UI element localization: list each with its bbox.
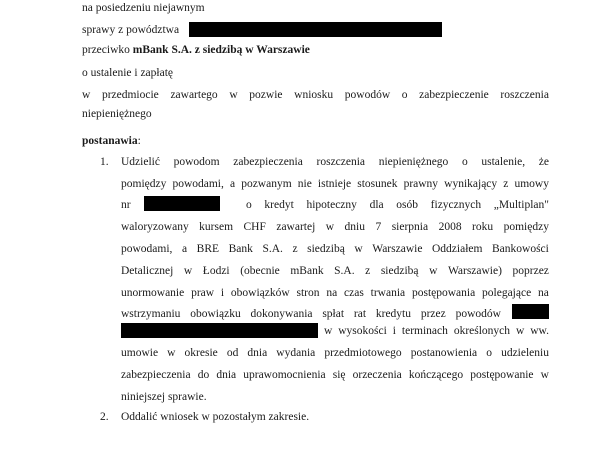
word: umowy xyxy=(514,178,549,190)
word: do xyxy=(197,369,210,381)
word: z xyxy=(503,178,509,190)
word: postępowanie xyxy=(470,369,534,381)
word: o xyxy=(246,199,252,211)
word: CHF xyxy=(243,221,266,233)
word: fizycznych xyxy=(430,199,482,211)
word: że xyxy=(538,156,549,168)
word: i xyxy=(220,287,225,299)
defendant-label: przeciwko xyxy=(82,44,130,56)
subject-text: o ustalenie i zapłatę xyxy=(82,67,174,79)
word: powodów xyxy=(344,89,391,101)
word: stron xyxy=(296,287,320,299)
word: określonych xyxy=(453,325,511,337)
item-1-line-4 xyxy=(121,219,549,235)
word: w xyxy=(325,221,335,233)
word: praw xyxy=(191,287,215,299)
item-1-line-11 xyxy=(121,367,549,383)
item-1-line-10 xyxy=(121,345,549,361)
redacted-plaintiff-name-a xyxy=(512,304,549,319)
word: powodami, xyxy=(121,243,173,255)
word: siedzibą xyxy=(380,265,419,277)
word: wysokości xyxy=(338,325,387,337)
word: kredytu xyxy=(375,308,411,320)
word: nie xyxy=(297,178,312,190)
word: w xyxy=(183,265,193,277)
word: roku xyxy=(472,221,494,233)
word: pomiędzy xyxy=(503,221,549,233)
plaintiff-label: sprawy z powództwa xyxy=(82,24,180,36)
item-1-number: 1. xyxy=(100,156,109,168)
word: kredyt xyxy=(264,199,294,211)
item-1-line-1 xyxy=(121,154,549,170)
word: dnia xyxy=(247,347,268,359)
header-session-text: na posiedzeniu niejawnym xyxy=(82,2,205,14)
word: siedzibą xyxy=(307,243,345,255)
word: zawartej xyxy=(276,221,316,233)
redacted-contract-number xyxy=(144,196,220,211)
item-1-line-7 xyxy=(121,285,549,301)
word: pomiędzy xyxy=(121,178,167,190)
word: zabezpieczenia xyxy=(233,156,303,168)
word: udzieleniu xyxy=(501,347,549,359)
word: stosunek xyxy=(357,178,398,190)
word: polegające xyxy=(482,287,532,299)
word: o xyxy=(461,156,468,168)
header-line-motion xyxy=(82,87,549,103)
word: postanowienia xyxy=(410,347,478,359)
word: Warszawie) xyxy=(447,265,502,277)
item-1-line-12 xyxy=(121,389,207,405)
word: „Multiplan" xyxy=(493,199,549,211)
header-line-subject xyxy=(82,65,173,81)
word: orzeczenia xyxy=(352,369,402,381)
word: powodów xyxy=(455,308,501,320)
word: w xyxy=(540,369,549,381)
word: o xyxy=(486,347,492,359)
word: w xyxy=(167,347,176,359)
word: przedmiotowego xyxy=(324,347,402,359)
word: Udzielić xyxy=(121,156,160,168)
word: z xyxy=(365,265,371,277)
word: mBank xyxy=(290,265,324,277)
word: 7 xyxy=(375,221,382,233)
decision-keyword: postanawia xyxy=(82,135,138,147)
word: Warszawie xyxy=(372,243,423,255)
header-line-defendant xyxy=(82,42,310,58)
word: spłat xyxy=(322,308,345,320)
word: obowiązku xyxy=(190,308,241,320)
word: zabezpieczenia xyxy=(121,369,191,381)
word: kończącego xyxy=(408,369,464,381)
word: i xyxy=(392,325,396,337)
word: okresie xyxy=(184,347,218,359)
contract-nr-label: nr xyxy=(121,199,131,211)
item-1-line-9 xyxy=(324,323,549,339)
word: obowiązków xyxy=(230,287,290,299)
word: wniosku xyxy=(294,89,334,101)
word: roszczenia xyxy=(500,89,549,101)
word: Bankowości xyxy=(492,243,549,255)
word: dokonywania xyxy=(250,308,313,320)
word: S.A. xyxy=(262,243,283,255)
word: przez xyxy=(420,308,446,320)
header-line-motion-cont xyxy=(82,106,152,122)
word: się xyxy=(332,369,346,381)
word: o xyxy=(401,89,408,101)
item-1-line-3-nr xyxy=(121,197,131,213)
header-line-session xyxy=(82,0,205,16)
word: roszczenia xyxy=(316,156,366,168)
word: sierpnia xyxy=(391,221,429,233)
item-1-line-2 xyxy=(121,176,549,192)
word: Detalicznej xyxy=(121,265,174,277)
word: niepieniężnego xyxy=(378,156,449,168)
motion-cont-text: niepieniężnego xyxy=(82,108,152,120)
word: postępowania xyxy=(411,287,476,299)
word: wynikający xyxy=(444,178,498,190)
word: a xyxy=(229,178,236,190)
word: czas xyxy=(344,287,364,299)
word: terminach xyxy=(401,325,448,337)
word: Oddziałem xyxy=(431,243,483,255)
word: pozwie xyxy=(249,89,283,101)
item-1-closing-text: niniejszej sprawie. xyxy=(121,391,207,403)
item-2-number: 2. xyxy=(100,411,109,423)
word: powodom xyxy=(173,156,220,168)
word: BRE xyxy=(196,243,220,255)
word: przedmiocie xyxy=(101,89,159,101)
item-1-line-8 xyxy=(121,306,501,322)
word: umowie xyxy=(121,347,159,359)
word: Bank xyxy=(228,243,253,255)
word: Łodzi xyxy=(202,265,230,277)
word: na xyxy=(538,287,549,299)
word: dnia xyxy=(216,369,237,381)
word: S.A. xyxy=(334,265,355,277)
decision-keyword-line xyxy=(82,133,141,149)
item-1-line-5 xyxy=(121,241,549,257)
word: dniu xyxy=(344,221,365,233)
word: od xyxy=(226,347,239,359)
item-2-text: Oddalić wniosek w pozostałym zakresie. xyxy=(121,411,310,423)
word: 2008 xyxy=(438,221,462,233)
word: uprawomocnienia xyxy=(243,369,326,381)
word: prawny xyxy=(403,178,439,190)
item-1-line-3 xyxy=(246,197,549,213)
word: trwania xyxy=(370,287,406,299)
word: ustalenie, xyxy=(481,156,526,168)
defendant-name: mBank S.A. z siedzibą w Warszawie xyxy=(132,44,310,56)
header-line-plaintiff xyxy=(82,22,179,38)
word: ww. xyxy=(530,325,549,337)
item-1-line-6 xyxy=(121,263,549,279)
word: (obecnie xyxy=(240,265,280,277)
decision-punct: : xyxy=(137,135,141,147)
redacted-plaintiff-name-b xyxy=(121,323,318,338)
word: zabezpieczenie xyxy=(419,89,489,101)
word: istnieje xyxy=(317,178,352,190)
word: wydania xyxy=(276,347,316,359)
word: a xyxy=(182,243,188,255)
item-2-line xyxy=(121,409,309,425)
redacted-plaintiff-names xyxy=(189,22,442,37)
word: w xyxy=(82,89,91,101)
word: dla xyxy=(369,199,384,211)
word: hipoteczny xyxy=(306,199,357,211)
word: w xyxy=(229,89,238,101)
word: poprzez xyxy=(512,265,549,277)
word: zawartego xyxy=(170,89,218,101)
word: powodami, xyxy=(172,178,224,190)
word: kursem xyxy=(199,221,234,233)
word: waloryzowany xyxy=(121,221,189,233)
word: wstrzymaniu xyxy=(121,308,181,320)
word: na xyxy=(326,287,338,299)
word: rat xyxy=(353,308,367,320)
word: w xyxy=(324,325,333,337)
word: w xyxy=(354,243,363,255)
word: unormowanie xyxy=(121,287,185,299)
word: w xyxy=(515,325,525,337)
word: w xyxy=(429,265,438,277)
word: z xyxy=(292,243,298,255)
word: pozwanym xyxy=(241,178,292,190)
word: osób xyxy=(396,199,419,211)
